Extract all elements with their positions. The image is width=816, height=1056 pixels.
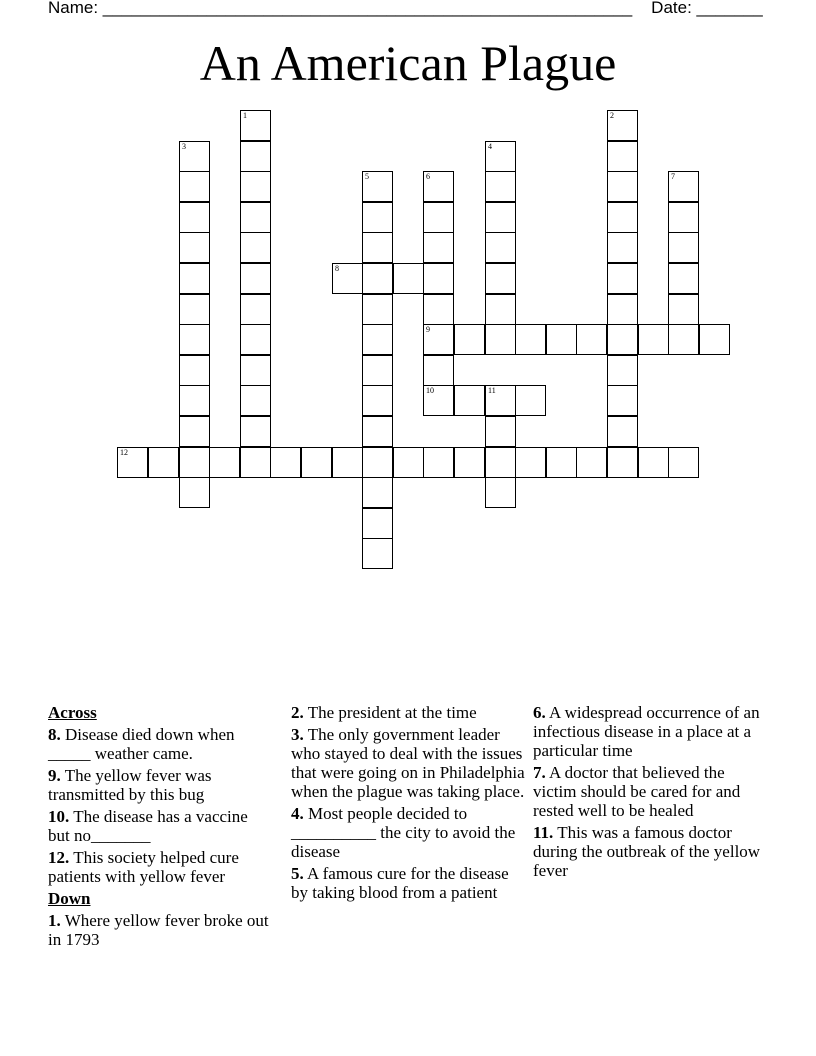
clue-down-6 [533, 703, 768, 760]
cell-clue-number: 6 [426, 172, 430, 181]
grid-cell[interactable] [576, 447, 607, 478]
grid-cell[interactable] [362, 324, 393, 355]
grid-cell[interactable] [179, 171, 210, 202]
grid-cell[interactable] [362, 355, 393, 386]
grid-cell[interactable] [179, 355, 210, 386]
clue-number: 7. [533, 763, 546, 782]
grid-cell[interactable] [362, 171, 393, 202]
grid-cell[interactable] [668, 171, 699, 202]
grid-cell[interactable] [362, 263, 393, 294]
grid-cell[interactable] [393, 263, 424, 294]
grid-cell[interactable] [179, 232, 210, 263]
grid-cell[interactable] [240, 324, 271, 355]
clue-number: 12. [48, 848, 70, 867]
cell-clue-number: 11 [488, 386, 496, 395]
grid-cell[interactable] [148, 447, 179, 478]
grid-cell[interactable] [607, 416, 638, 447]
clue-text: The disease has a vaccine but no_______ [48, 807, 248, 845]
grid-cell[interactable] [515, 447, 546, 478]
grid-cell[interactable] [240, 202, 271, 233]
grid-cell[interactable] [607, 110, 638, 141]
grid-cell[interactable] [515, 324, 546, 355]
clue-number: 8. [48, 725, 61, 744]
grid-cell[interactable] [179, 294, 210, 325]
grid-cell[interactable] [240, 110, 271, 141]
puzzle-title: An American Plague [199, 35, 617, 91]
grid-cell[interactable] [240, 294, 271, 325]
grid-cell[interactable] [454, 324, 485, 355]
grid-cell[interactable] [179, 263, 210, 294]
clue-down-4 [291, 804, 526, 861]
cell-clue-number: 4 [488, 142, 492, 151]
clues-column-1 [48, 703, 273, 952]
grid-cell[interactable] [668, 232, 699, 263]
clue-across-12 [48, 848, 273, 886]
clue-text: The yellow fever was transmitted by this bug [48, 766, 212, 804]
grid-cell[interactable] [423, 355, 454, 386]
clue-number: 5. [291, 864, 304, 883]
cell-clue-number: 12 [120, 448, 128, 457]
grid-cell[interactable] [240, 232, 271, 263]
grid-cell[interactable] [485, 477, 516, 508]
clue-text: A doctor that believed the victim should be cared for and rested well to be healed [533, 763, 741, 820]
clue-text: Most people decided to __________ the city to avoid the disease [291, 804, 516, 861]
grid-cell[interactable] [332, 447, 363, 478]
clue-number: 4. [291, 804, 304, 823]
grid-cell[interactable] [362, 447, 393, 478]
cell-clue-number: 1 [243, 111, 247, 120]
clues-column-2 [291, 703, 526, 905]
grid-cell[interactable] [362, 477, 393, 508]
grid-cell[interactable] [668, 202, 699, 233]
clue-across-9 [48, 766, 273, 804]
grid-cell[interactable] [485, 263, 516, 294]
clue-text: The president at the time [303, 703, 477, 722]
grid-cell[interactable] [423, 232, 454, 263]
grid-cell[interactable] [362, 508, 393, 539]
clue-number: 11. [533, 823, 554, 842]
cell-clue-number: 8 [335, 264, 339, 273]
across-heading: Across [48, 703, 97, 722]
grid-cell[interactable] [485, 447, 516, 478]
clue-down-1 [48, 911, 273, 949]
clue-text: This was a famous doctor during the outbreak of the yellow fever [533, 823, 761, 880]
grid-cell[interactable] [117, 447, 148, 478]
grid-cell[interactable] [240, 355, 271, 386]
grid-cell[interactable] [638, 324, 669, 355]
cell-clue-number: 9 [426, 325, 430, 334]
clue-down-3 [291, 725, 526, 801]
grid-cell[interactable] [668, 263, 699, 294]
grid-cell[interactable] [607, 141, 638, 172]
clue-down-5 [291, 864, 526, 902]
grid-cell[interactable] [423, 171, 454, 202]
grid-cell[interactable] [485, 294, 516, 325]
grid-cell[interactable] [423, 263, 454, 294]
grid-cell[interactable] [607, 385, 638, 416]
grid-cell[interactable] [240, 416, 271, 447]
cell-clue-number: 2 [610, 111, 614, 120]
cell-clue-number: 3 [182, 142, 186, 151]
clue-number: 9. [48, 766, 61, 785]
clue-text: This society helped cure patients with yellow fever [48, 848, 239, 886]
grid-cell[interactable] [485, 416, 516, 447]
clue-down-2 [291, 703, 526, 722]
grid-cell[interactable] [179, 385, 210, 416]
grid-cell[interactable] [270, 447, 301, 478]
grid-cell[interactable] [362, 385, 393, 416]
clue-down-11 [533, 823, 768, 880]
grid-cell[interactable] [179, 477, 210, 508]
clues-column-3 [533, 703, 768, 883]
grid-cell[interactable] [240, 171, 271, 202]
grid-cell[interactable] [607, 294, 638, 325]
grid-cell[interactable] [485, 385, 516, 416]
grid-cell[interactable] [576, 324, 607, 355]
grid-cell[interactable] [240, 385, 271, 416]
grid-cell[interactable] [546, 324, 577, 355]
grid-cell[interactable] [699, 324, 730, 355]
grid-cell[interactable] [515, 385, 546, 416]
clue-text: Where yellow fever broke out in 1793 [48, 911, 269, 949]
grid-cell[interactable] [638, 447, 669, 478]
grid-cell[interactable] [607, 447, 638, 478]
cell-clue-number: 10 [426, 386, 434, 395]
grid-cell[interactable] [485, 232, 516, 263]
grid-cell[interactable] [454, 385, 485, 416]
grid-cell[interactable] [362, 538, 393, 569]
clue-text: A famous cure for the disease by taking blood from a patient [291, 864, 509, 902]
clue-across-10 [48, 807, 273, 845]
grid-cell[interactable] [423, 294, 454, 325]
grid-cell[interactable] [423, 447, 454, 478]
grid-cell[interactable] [301, 447, 332, 478]
grid-cell[interactable] [362, 232, 393, 263]
clue-across-8 [48, 725, 273, 763]
grid-cell[interactable] [240, 263, 271, 294]
clue-number: 10. [48, 807, 70, 826]
grid-cell[interactable] [423, 385, 454, 416]
grid-cell[interactable] [179, 416, 210, 447]
grid-cell[interactable] [668, 324, 699, 355]
grid-cell[interactable] [485, 324, 516, 355]
grid-cell[interactable] [454, 447, 485, 478]
clue-down-7 [533, 763, 768, 820]
clue-text: The only government leader who stayed to deal with the issues that were going on in Philadelphia when the plague was taking place. [291, 725, 525, 801]
clue-text: Disease died down when _____ weather came. [48, 725, 235, 763]
grid-cell[interactable] [362, 294, 393, 325]
grid-cell[interactable] [485, 141, 516, 172]
grid-cell[interactable] [546, 447, 577, 478]
grid-cell[interactable] [179, 447, 210, 478]
grid-cell[interactable] [485, 171, 516, 202]
grid-cell[interactable] [607, 355, 638, 386]
clue-number: 3. [291, 725, 304, 744]
grid-cell[interactable] [423, 202, 454, 233]
cell-clue-number: 7 [671, 172, 675, 181]
grid-cell[interactable] [179, 141, 210, 172]
grid-cell[interactable] [393, 447, 424, 478]
grid-cell[interactable] [423, 324, 454, 355]
grid-cell[interactable] [209, 447, 240, 478]
grid-cell[interactable] [362, 416, 393, 447]
grid-cell[interactable] [607, 232, 638, 263]
clue-number: 1. [48, 911, 61, 930]
grid-cell[interactable] [240, 447, 271, 478]
grid-cell[interactable] [668, 447, 699, 478]
grid-cell[interactable] [607, 171, 638, 202]
grid-cell[interactable] [240, 141, 271, 172]
grid-cell[interactable] [607, 263, 638, 294]
clue-number: 2. [291, 703, 304, 722]
grid-cell[interactable] [607, 324, 638, 355]
grid-cell[interactable] [668, 294, 699, 325]
clue-text: A widespread occurrence of an infectious disease in a place at a particular time [533, 703, 760, 760]
down-heading: Down [48, 889, 91, 908]
grid-cell[interactable] [362, 202, 393, 233]
grid-cell[interactable] [179, 202, 210, 233]
date-line[interactable]: Date: _______ [651, 0, 763, 17]
grid-cell[interactable] [485, 202, 516, 233]
cell-clue-number: 5 [365, 172, 369, 181]
grid-cell[interactable] [179, 324, 210, 355]
clue-number: 6. [533, 703, 546, 722]
grid-cell[interactable] [607, 202, 638, 233]
grid-cell[interactable] [332, 263, 363, 294]
name-line[interactable]: Name: ________________________________________________________ [48, 0, 633, 17]
